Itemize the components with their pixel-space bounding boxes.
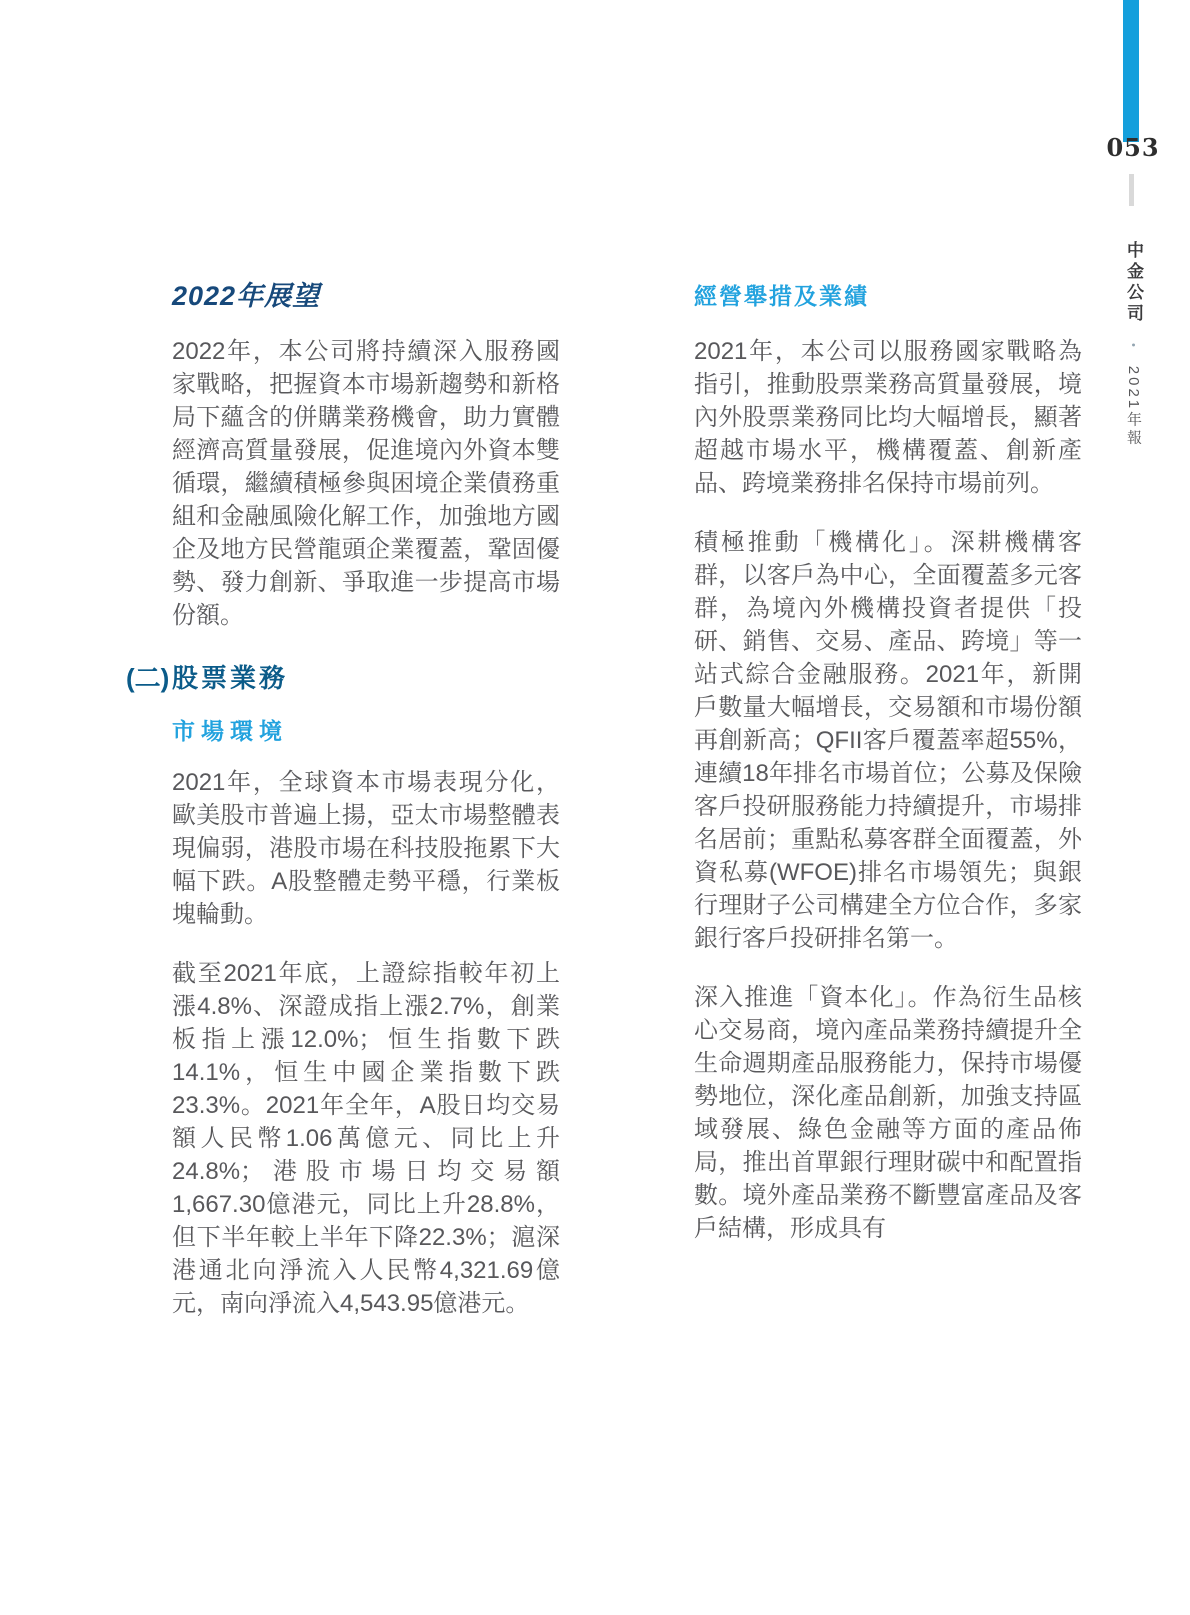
operations-paragraph-2: 積極推動「機構化」。深耕機構客群，以客戶為中心，全面覆蓋多元客群，為境內外機構投資者提供「投研、銷售、交易、產品、跨境」等一站式綜合金融服務。2021年，新開戶數量大幅增長，交易額和市場份額再創新高；QFII客戶覆蓋率超55%，連續18年排名市場首位；公募及保險客戶投研服務能力持續提升，市場排名居前；重點私募客群全面覆蓋，外資私募(WFOE)排名市場領先；與銀行理財子公司構建全方位合作，多家銀行客戶投研排名第一。: [694, 529, 1082, 952]
report-year-title: 2021年報: [1125, 365, 1142, 448]
company-name: 中金公司: [1124, 241, 1143, 325]
operations-paragraph-1: 2021年，本公司以服務國家戰略為指引，推動股票業務高質量發展，境內外股票業務同比均大幅增長，顯著超越市場水平，機構覆蓋、創新產品、跨境業務排名保持市場前列。: [694, 338, 1082, 497]
page-number: 053: [1106, 133, 1160, 162]
outlook-2022-heading: 2022年展望: [172, 281, 321, 311]
left-column: [126, 272, 560, 1346]
section-number-label: (二): [126, 663, 170, 693]
right-column: [694, 272, 1082, 1271]
separator-dot-icon: •: [1127, 343, 1139, 348]
page-number-divider: [1129, 174, 1134, 206]
market-environment-paragraph-2: 截至2021年底，上證綜指較年初上漲4.8%、深證成指上漲2.7%，創業板指上漲12.0%；恒生指數下跌14.1%，恒生中國企業指數下跌23.3%。2021年全年，A股日均交易額人民幣1.06萬億元、同比上升24.8%；港股市場日均交易額1,667.30億港元，同比上升28.8%，但下半年較上半年下降22.3%；滬深港通北向淨流入人民幣4,321.69億元，南向淨流入4,543.95億港元。: [172, 960, 560, 1317]
operations-paragraph-3: 深入推進「資本化」。作為衍生品核心交易商，境內產品業務持續提升全生命週期產品服務能力，保持市場優勢地位，深化產品創新，加強支持區域發展、綠色金融等方面的產品佈局，推出首單銀行理財碳中和配置指數。境外產品業務不斷豐富產品及客戶結構，形成具有: [694, 984, 1082, 1242]
outlook-paragraph: 2022年，本公司將持續深入服務國家戰略，把握資本市場新趨勢和新格局下蘊含的併購業務機會，助力實體經濟高質量發展，促進境內外資本雙循環，繼續積極參與困境企業債務重組和金融風險化解工作，加強地方國企及地方民營龍頭企業覆蓋，鞏固優勢、發力創新、爭取進一步提高市場份額。: [172, 338, 560, 629]
subsection-heading-market-environment: 市場環境: [172, 718, 288, 744]
accent-bar: [1123, 0, 1139, 142]
market-environment-paragraph-1: 2021年，全球資本市場表現分化，歐美股市普遍上揚，亞太市場整體表現偏弱，港股市場在科技股拖累下大幅下跌。A股整體走勢平穩，行業板塊輪動。: [172, 769, 560, 928]
subsection-heading-operations: 經營舉措及業績: [694, 283, 869, 309]
section-heading-equities: [126, 658, 560, 695]
sidebar-vertical-text: [1118, 241, 1148, 447]
section-title-label: 股票業務: [172, 663, 289, 693]
